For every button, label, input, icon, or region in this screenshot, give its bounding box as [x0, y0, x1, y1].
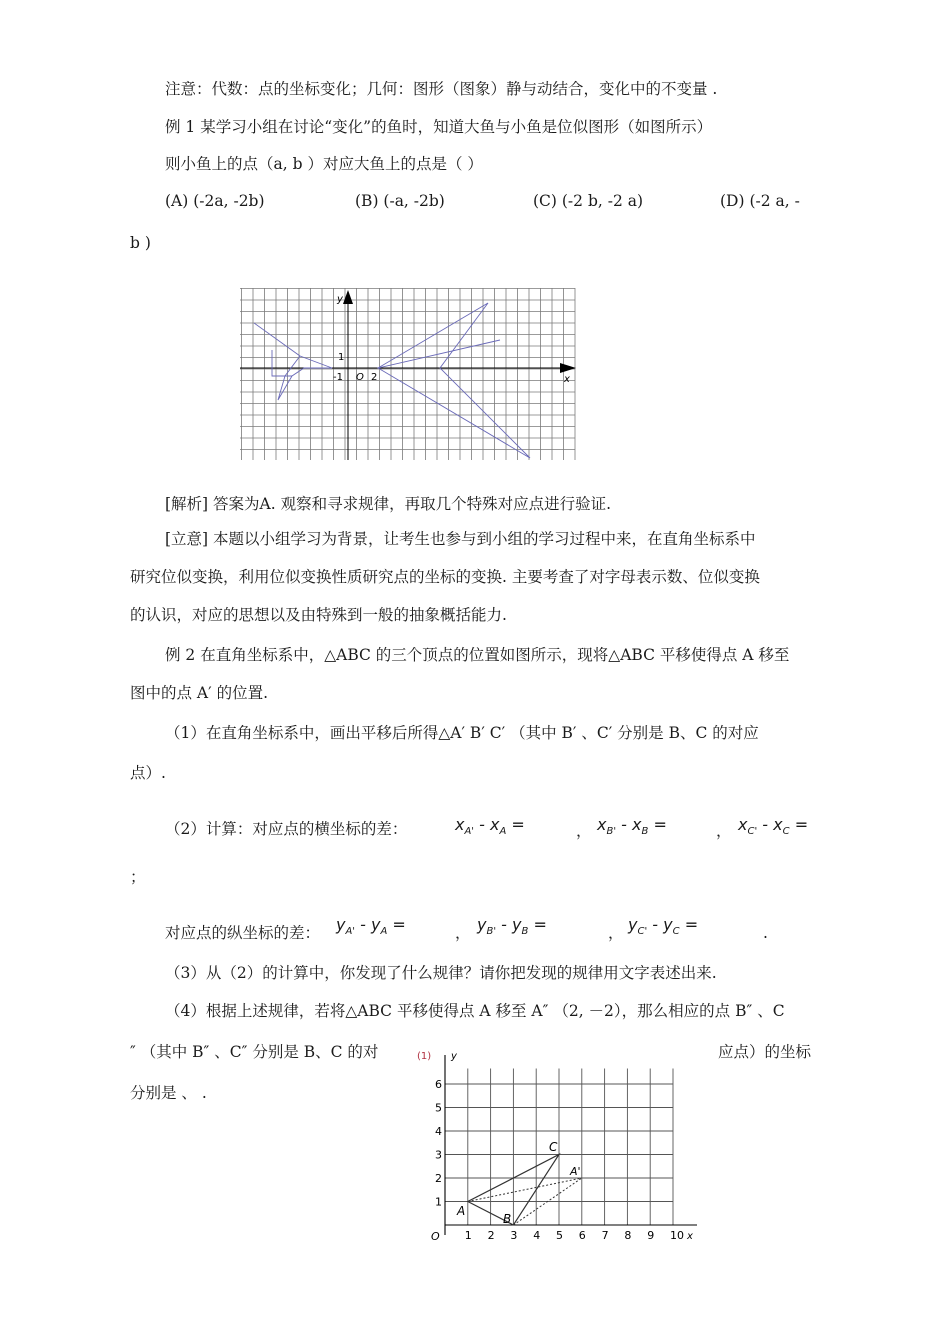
q4-line1: （4）根据上述规律，若将△ABC 平移使得点 A 移至 A″ （2, －2），那么相应的点 B″ 、C: [165, 1002, 785, 1020]
analysis-text: [解析] 答案为A. 观察和寻求规律，再取几个特殊对应点进行验证.: [165, 495, 611, 513]
comma-3: ，: [455, 924, 471, 942]
triangle-figure: [415, 1045, 705, 1245]
fish-x-arrow: [560, 363, 576, 373]
option-d: (D) (-2 a, -: [720, 192, 800, 210]
tri-y-tick-label: 3: [435, 1148, 442, 1162]
example1-line1: 例 1 某学习小组在讨论“变化”的鱼时，知道大鱼与小鱼是位似图形（如图所示）: [165, 118, 713, 136]
y-diff-a: $y_{A'} - y_A$ =: [336, 915, 406, 938]
q4-line3: 分别是 、 .: [130, 1084, 207, 1102]
comma-2: ，: [716, 822, 732, 840]
tri-origin-label: O: [431, 1230, 440, 1243]
tri-x-tick-label: 6: [578, 1229, 586, 1242]
option-a: (A) (-2a, -2b): [165, 192, 265, 210]
small-fish-tail: [272, 350, 292, 376]
tri-x-label: x: [687, 1231, 693, 1242]
point-b-label: B: [503, 1212, 512, 1226]
point-a-label: A: [457, 1204, 466, 1218]
period: .: [763, 924, 768, 942]
q2-prefix: （2）计算：对应点的横坐标的差：: [165, 820, 408, 838]
fish-figure: [240, 288, 580, 460]
fish-one-label: 1: [338, 352, 345, 363]
example1-line2: 则小鱼上的点（a, b ）对应大鱼上的点是（ ）: [165, 155, 483, 173]
tri-x-tick-label: 9: [647, 1229, 655, 1242]
intent-line1: [立意] 本题以小组学习为背景，让考生也参与到小组的学习过程中来，在直角坐标系中: [165, 530, 756, 548]
q4-line2-right: 应点）的坐标: [718, 1043, 812, 1061]
tri-x-tick-label: 8: [624, 1229, 632, 1242]
tri-x-tick-label: 5: [556, 1229, 563, 1242]
option-c: (C) (-2 b, -2 a): [533, 192, 644, 210]
x-diff-a: $x_{A'} - x_A$ =: [455, 815, 525, 838]
note-text: 注意：代数：点的坐标变化；几何：图形（图象）静与动结合，变化中的不变量 .: [165, 80, 718, 98]
q1-line1: （1）在直角坐标系中，画出平移后所得△A′ B′ C′ （其中 B′ 、C′ 分别是 B、C 的对应: [165, 724, 759, 742]
triangle-grid: [445, 1069, 673, 1226]
comma-4: ，: [608, 924, 624, 942]
tri-x-tick-label: 4: [533, 1229, 541, 1242]
y-diff-c: $y_{C'} - y_C$ =: [628, 915, 699, 938]
point-c-label: C: [549, 1140, 558, 1154]
x-diff-c: $x_{C'} - x_C$ =: [738, 815, 809, 838]
tri-y-tick-label: 5: [435, 1101, 442, 1115]
fish-origin-label: O: [356, 372, 364, 383]
fish-neg-one-label: -1: [333, 372, 343, 383]
tri-x-tick-label: 10: [670, 1229, 684, 1242]
tri-x-tick-label: 3: [510, 1229, 518, 1242]
q4-line2-left: ″ （其中 B″ 、C″ 分别是 B、C 的对: [130, 1043, 379, 1061]
example2-line1: 例 2 在直角坐标系中，△ABC 的三个顶点的位置如图所示，现将△ABC 平移使得点 A 移至: [165, 646, 790, 664]
y-diff-b: $y_{B'} - y_B$ =: [477, 915, 547, 938]
point-a-prime-label: A': [570, 1165, 581, 1178]
fish-y-label: y: [337, 294, 343, 305]
q3-text: （3）从（2）的计算中，你发现了什么规律？请你把发现的规律用文字表述出来.: [165, 964, 717, 982]
tri-y-tick-label: 1: [435, 1195, 442, 1209]
option-b: (B) (-a, -2b): [355, 192, 445, 210]
fish-two-label: 2: [371, 372, 378, 383]
dotted-a-to-a-prime: [468, 1178, 582, 1202]
tri-x-tick-label: 1: [464, 1229, 472, 1242]
tri-y-tick-label: 2: [435, 1172, 442, 1185]
intent-line2: 研究位似变换，利用位似变换性质研究点的坐标的变换. 主要考查了对字母表示数、位似变换: [130, 568, 760, 586]
comma-1: ，: [576, 822, 592, 840]
tri-y-label: y: [451, 1051, 457, 1062]
fish-x-label: x: [564, 374, 570, 385]
fish-y-arrow: [343, 290, 353, 304]
q1-line2: 点）.: [130, 764, 166, 782]
tri-x-ticks: [465, 1229, 684, 1242]
tri-y-ticks: [435, 1078, 442, 1209]
tri-y-tick-label: 6: [435, 1078, 442, 1091]
tri-x-tick-label: 7: [601, 1229, 609, 1242]
option-d-cont: b ): [130, 234, 151, 252]
q2-semicolon: ；: [130, 868, 146, 886]
tri-panel-label: (1): [417, 1051, 432, 1062]
tri-y-tick-label: 4: [435, 1125, 442, 1138]
q2-y-prefix: 对应点的纵坐标的差：: [165, 924, 321, 942]
x-diff-b: $x_{B'} - x_B$ =: [597, 815, 667, 838]
intent-line3: 的认识，对应的思想以及由特殊到一般的抽象概括能力.: [130, 606, 507, 624]
tri-x-tick-label: 2: [487, 1229, 495, 1242]
example2-line2: 图中的点 A′ 的位置.: [130, 684, 268, 702]
fish-grid: [240, 288, 575, 460]
